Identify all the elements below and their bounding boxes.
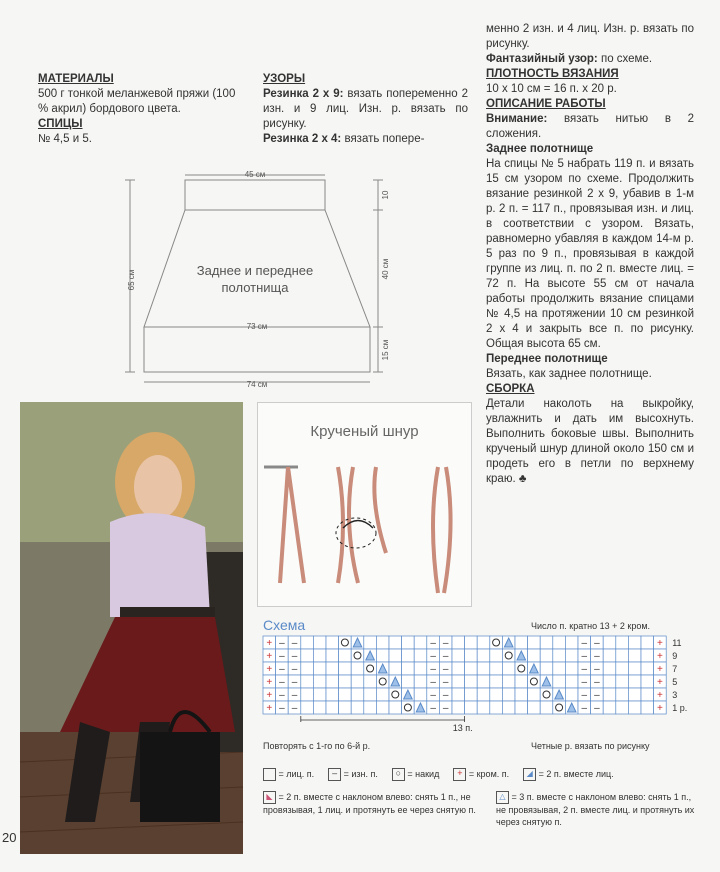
- chart-cell: [515, 662, 528, 675]
- chart-cell: [326, 675, 339, 688]
- chart-cell: [414, 649, 427, 662]
- k2tog-icon: ◢: [523, 768, 536, 781]
- purl-mark: –: [442, 664, 449, 675]
- purl-mark: –: [430, 638, 436, 649]
- chart-cell: [313, 636, 326, 649]
- edge-stitch-mark: +: [656, 703, 663, 714]
- chart-cell: [389, 701, 402, 714]
- description-title: ОПИСАНИЕ РАБОТЫ: [486, 98, 606, 110]
- purl-mark: –: [581, 677, 588, 688]
- purl-mark: –: [430, 664, 436, 675]
- purl-mark: –: [581, 638, 588, 649]
- edge-stitch-mark: +: [266, 690, 273, 701]
- chart-cell: [389, 662, 402, 675]
- chart-cell: [389, 636, 402, 649]
- chart-cell: [465, 649, 478, 662]
- front-text: Вязать, как заднее полотнище.: [486, 368, 652, 380]
- chart-cell: [603, 688, 616, 701]
- chart-cell: [565, 675, 578, 688]
- chart-cell: [452, 688, 465, 701]
- chart-cell: [452, 675, 465, 688]
- purl-mark: –: [279, 638, 285, 649]
- chart-cell: [641, 662, 654, 675]
- chart-cell: [528, 701, 541, 714]
- purl-mark: –: [442, 651, 449, 662]
- chart-cell: [628, 701, 641, 714]
- chart-cell: [326, 662, 339, 675]
- chart-cell: [490, 662, 503, 675]
- chart-cell: [301, 688, 314, 701]
- chart-cell: [490, 701, 503, 714]
- purl-mark: –: [279, 677, 285, 688]
- chart-cell: [402, 701, 415, 714]
- chart-cell: [490, 688, 503, 701]
- yarn-over-icon: ○: [392, 768, 405, 781]
- chart-cell: [301, 701, 314, 714]
- attention-label: Внимание:: [486, 113, 548, 125]
- chart-cell: [553, 649, 566, 662]
- edge-stitch-mark: +: [656, 664, 663, 675]
- purl-mark: –: [291, 638, 298, 649]
- chart-cell: [326, 701, 339, 714]
- purl-mark: –: [581, 664, 588, 675]
- rib1-text: вязать попеременно 2 изн. и 9 лиц. Изн. р. вязать по рисунку.: [263, 88, 469, 130]
- chart-cell: [465, 662, 478, 675]
- purl-mark: –: [442, 703, 449, 714]
- purl-mark: –: [594, 703, 600, 714]
- chart-cell: [528, 649, 541, 662]
- chart-cell: [301, 636, 314, 649]
- purl-symbol-icon: –: [328, 768, 341, 781]
- legend-edge: + = кром. п.: [453, 768, 509, 781]
- chart-cell: [616, 701, 629, 714]
- chart-cell: [452, 636, 465, 649]
- chart-cell: [376, 688, 389, 701]
- chart-cell: [641, 675, 654, 688]
- chart-cell: [414, 662, 427, 675]
- chart-cell: [515, 688, 528, 701]
- row-number: 1 р.: [672, 703, 688, 713]
- chart-cell: [313, 649, 326, 662]
- chart-cell: [603, 649, 616, 662]
- chart-cell: [502, 662, 515, 675]
- chart-cell: [502, 649, 515, 662]
- chart-cell: [364, 675, 377, 688]
- purl-mark: –: [594, 690, 600, 701]
- chart-cell: [528, 688, 541, 701]
- page-number: 20: [2, 830, 17, 845]
- chart-cell: [490, 636, 503, 649]
- edge-stitch-mark: +: [266, 677, 273, 688]
- rib2-text: вязать попере-: [344, 133, 425, 145]
- skirt-schematic: [120, 165, 410, 395]
- patterns-title: УЗОРЫ: [263, 73, 306, 85]
- chart-cell: [477, 662, 490, 675]
- chart-cell: [376, 675, 389, 688]
- chart-cell: [628, 636, 641, 649]
- chart-cell: [351, 662, 364, 675]
- purl-mark: –: [279, 703, 285, 714]
- edge-stitch-mark: +: [266, 703, 273, 714]
- chart-cell: [565, 662, 578, 675]
- chart-cell: [414, 636, 427, 649]
- repeat-width-label: 13 п.: [452, 723, 473, 733]
- purl-mark: –: [430, 690, 436, 701]
- purl-mark: –: [291, 690, 298, 701]
- chart-cell: [301, 662, 314, 675]
- chart-cell: [313, 701, 326, 714]
- chart-cell: [502, 688, 515, 701]
- edge-stitch-mark: +: [656, 638, 663, 649]
- chart-cell: [477, 675, 490, 688]
- purl-mark: –: [594, 664, 600, 675]
- chart-cell: [376, 649, 389, 662]
- needles-text: № 4,5 и 5.: [38, 133, 92, 145]
- cord-title: Крученый шнур: [310, 423, 419, 440]
- edge-stitch-mark: +: [266, 638, 273, 649]
- chart-cell: [616, 649, 629, 662]
- chart-cell: [477, 701, 490, 714]
- chart-cell: [326, 636, 339, 649]
- left-height: 65 см: [127, 269, 136, 291]
- schematic-label-2: полотнища: [221, 280, 289, 295]
- fancy-label: Фантазийный узор:: [486, 53, 598, 65]
- chart-cell: [339, 688, 352, 701]
- legend-k2tog: ◢ = 2 п. вместе лиц.: [523, 768, 614, 781]
- purl-mark: –: [594, 677, 600, 688]
- chart-multiple-note: Число п. кратно 13 + 2 кром.: [531, 621, 651, 631]
- chart-cell: [565, 688, 578, 701]
- chart-cell: [528, 675, 541, 688]
- hem-outline: [144, 327, 370, 372]
- needles-title: СПИЦЫ: [38, 118, 83, 130]
- assembly-title: СБОРКА: [486, 383, 535, 395]
- chart-cell: [490, 675, 503, 688]
- back-text: На спицы № 5 набрать 119 п. и вязать 15 см узором по схеме. Продолжить вязание резинкой 2 х 9, убавив в 1-м р. 2 п. = 117 п., провязывая изн. и лиц. в соответствии с узором. Вязать, равномерно убавляя в каждом 14-м р. 5 раз по 9 п., провязывая в каждой группе из лиц. п. по 2 п. вместе лиц. = 72 п. На высоте 55 см от начала работы продолжить вязание спицами № 4,5 на протяжении 10 см резинкой 2 х 4 и закрыть все п. по рисунку. Общая высота 65 см.: [486, 158, 694, 350]
- chart-cell: [402, 649, 415, 662]
- chart-cell: [502, 675, 515, 688]
- chart-cell: [452, 649, 465, 662]
- chart-cell: [565, 636, 578, 649]
- chart-cell: [616, 662, 629, 675]
- chart-title: Схема: [263, 617, 306, 633]
- chart-cell: [452, 701, 465, 714]
- chart-cell: [364, 701, 377, 714]
- purl-mark: –: [442, 677, 449, 688]
- chart-cell: [351, 688, 364, 701]
- chart-cell: [402, 675, 415, 688]
- purl-mark: –: [430, 677, 436, 688]
- chart-cell: [515, 636, 528, 649]
- row-number: 5: [672, 677, 678, 687]
- chart-cell: [465, 675, 478, 688]
- chart-cell: [641, 636, 654, 649]
- chart-cell: [540, 688, 553, 701]
- chart-cell: [301, 675, 314, 688]
- chart-cell: [364, 636, 377, 649]
- schematic-label-1: Заднее и переднее: [196, 263, 314, 278]
- chart-cell: [326, 649, 339, 662]
- chart-cell: [540, 649, 553, 662]
- chart-cell: [402, 636, 415, 649]
- chart-cell: [452, 662, 465, 675]
- chart-cell: [465, 688, 478, 701]
- chart-cell: [515, 701, 528, 714]
- chart-cell: [414, 675, 427, 688]
- assembly-text: Детали наколоть на выкройку, увлажнить и дать им высохнуть. Выполнить боковые швы. Выполнить крученый шнур длиной около 150 см и продеть его в петли по верхнему краю.: [486, 398, 694, 485]
- chart-cell: [616, 675, 629, 688]
- chart-cell: [376, 701, 389, 714]
- chart-cell: [528, 636, 541, 649]
- chart-cell: [414, 688, 427, 701]
- chart-cell: [565, 649, 578, 662]
- back-title: Заднее полотнище: [486, 143, 594, 155]
- waistband-outline: [185, 180, 325, 210]
- chart-cell: [351, 675, 364, 688]
- skp-icon: ◣: [263, 791, 276, 804]
- legend-yo: ○ = накид: [392, 768, 439, 781]
- chart-cell: [313, 688, 326, 701]
- right-mid-height: 40 см: [381, 258, 390, 280]
- chart-cell: [616, 688, 629, 701]
- chart-cell: [553, 675, 566, 688]
- right-bottom-height: 15 см: [381, 339, 390, 361]
- purl-mark: –: [291, 651, 298, 662]
- chart-cell: [364, 662, 377, 675]
- chart-cell: [603, 701, 616, 714]
- purl-mark: –: [279, 664, 285, 675]
- chart-cell: [553, 701, 566, 714]
- chart-cell: [301, 649, 314, 662]
- edge-stitch-mark: +: [656, 690, 663, 701]
- legend-knit: = лиц. п.: [263, 768, 314, 781]
- chart-cell: [389, 688, 402, 701]
- chart-cell: [515, 675, 528, 688]
- purl-mark: –: [279, 651, 285, 662]
- chart-cell: [339, 662, 352, 675]
- chart-cell: [351, 701, 364, 714]
- materials-title: МАТЕРИАЛЫ: [38, 73, 114, 85]
- materials-section: [38, 72, 248, 147]
- chart-cell: [465, 701, 478, 714]
- right-top-height: 10: [381, 190, 390, 200]
- chart-cell: [326, 688, 339, 701]
- chart-cell: [364, 688, 377, 701]
- chart-cell: [339, 649, 352, 662]
- rib2-label: Резинка 2 х 4:: [263, 133, 342, 145]
- knit-symbol-icon: [263, 768, 276, 781]
- chart-cell: [616, 636, 629, 649]
- materials-text: 500 г тонкой меланжевой пряжи (100 % акрил) бордового цвета.: [38, 88, 236, 115]
- chart-cell: [502, 701, 515, 714]
- purl-mark: –: [291, 664, 298, 675]
- chart-cell: [641, 688, 654, 701]
- even-rows-note: Четные р. вязать по рисунку: [531, 741, 650, 751]
- bottom-width: 74 см: [246, 380, 268, 389]
- chart-cell: [339, 675, 352, 688]
- model-photo: [20, 402, 243, 854]
- chart-cell: [313, 662, 326, 675]
- chart-cell: [553, 636, 566, 649]
- chart-cell: [540, 662, 553, 675]
- top-width: 45 см: [244, 170, 266, 179]
- rib2-continued: менно 2 изн. и 4 лиц. Изн. р. вязать по рисунку.: [486, 23, 694, 50]
- purl-mark: –: [430, 651, 436, 662]
- twisted-cord-panel: [257, 402, 472, 607]
- edge-stitch-mark: +: [266, 651, 273, 662]
- edge-stitch-mark: +: [656, 651, 663, 662]
- chart-cell: [553, 662, 566, 675]
- row-number: 7: [672, 664, 678, 674]
- photo-illustration: [20, 402, 243, 854]
- density-text: 10 х 10 см = 16 п. х 20 р.: [486, 83, 617, 95]
- chart-cell: [339, 701, 352, 714]
- chart-cell: [490, 649, 503, 662]
- chart-cell: [351, 649, 364, 662]
- chart-cell: [603, 662, 616, 675]
- legend-skp: ◣ = 2 п. вместе с наклоном влево: снять 1 п., не провязывая, 1 лиц. и протянуть ее через снятую п.: [263, 792, 476, 816]
- purl-mark: –: [594, 651, 600, 662]
- attention-text: вязать нитью в 2 сложения.: [486, 113, 694, 140]
- chart-cell: [402, 662, 415, 675]
- sk2p-icon: △: [496, 791, 509, 804]
- chart-cell: [641, 649, 654, 662]
- chart-legend: [263, 768, 703, 828]
- chart-cell: [540, 701, 553, 714]
- chart-cell: [339, 636, 352, 649]
- chart-cell: [376, 636, 389, 649]
- chart-cell: [465, 636, 478, 649]
- chart-cell: [641, 701, 654, 714]
- purl-mark: –: [442, 690, 449, 701]
- purl-mark: –: [291, 703, 298, 714]
- knitting-chart: [263, 634, 688, 749]
- mid-width: 73 см: [246, 322, 268, 331]
- purl-mark: –: [430, 703, 436, 714]
- purl-mark: –: [581, 651, 588, 662]
- row-number: 9: [672, 651, 678, 661]
- row-number: 11: [672, 638, 682, 648]
- chart-cell: [628, 662, 641, 675]
- chart-cell: [628, 688, 641, 701]
- purl-mark: –: [594, 638, 600, 649]
- rib1-label: Резинка 2 х 9:: [263, 88, 344, 100]
- patterns-section: [263, 72, 468, 147]
- chart-cell: [477, 688, 490, 701]
- purl-mark: –: [279, 690, 285, 701]
- edge-stitch-mark: +: [266, 664, 273, 675]
- chart-cell: [477, 649, 490, 662]
- chart-cell: [628, 649, 641, 662]
- purl-mark: –: [581, 690, 588, 701]
- chart-cell: [477, 636, 490, 649]
- fancy-text: по схеме.: [600, 53, 653, 65]
- repeat-note: Повторять с 1-го по 6-й р.: [263, 741, 371, 751]
- edge-stitch-mark: +: [656, 677, 663, 688]
- cord-illustration: [258, 453, 471, 603]
- edge-stitch-icon: +: [453, 768, 466, 781]
- legend-purl: – = изн. п.: [328, 768, 378, 781]
- legend-sk2p: △ = 3 п. вместе с наклоном влево: снять 1 п., не провязывая, 2 п. вместе лиц. и протянуть их через снятую п.: [496, 792, 695, 828]
- chart-cell: [628, 675, 641, 688]
- purl-mark: –: [581, 703, 588, 714]
- club-icon: ♣: [518, 473, 527, 485]
- instructions-column: [486, 22, 694, 487]
- front-title: Переднее полотнище: [486, 353, 608, 365]
- chart-cell: [603, 675, 616, 688]
- chart-cell: [603, 636, 616, 649]
- chart-cell: [389, 649, 402, 662]
- row-number: 3: [672, 690, 678, 700]
- density-title: ПЛОТНОСТЬ ВЯЗАНИЯ: [486, 68, 619, 80]
- purl-mark: –: [291, 677, 298, 688]
- chart-cell: [313, 675, 326, 688]
- chart-cell: [540, 636, 553, 649]
- purl-mark: –: [442, 638, 449, 649]
